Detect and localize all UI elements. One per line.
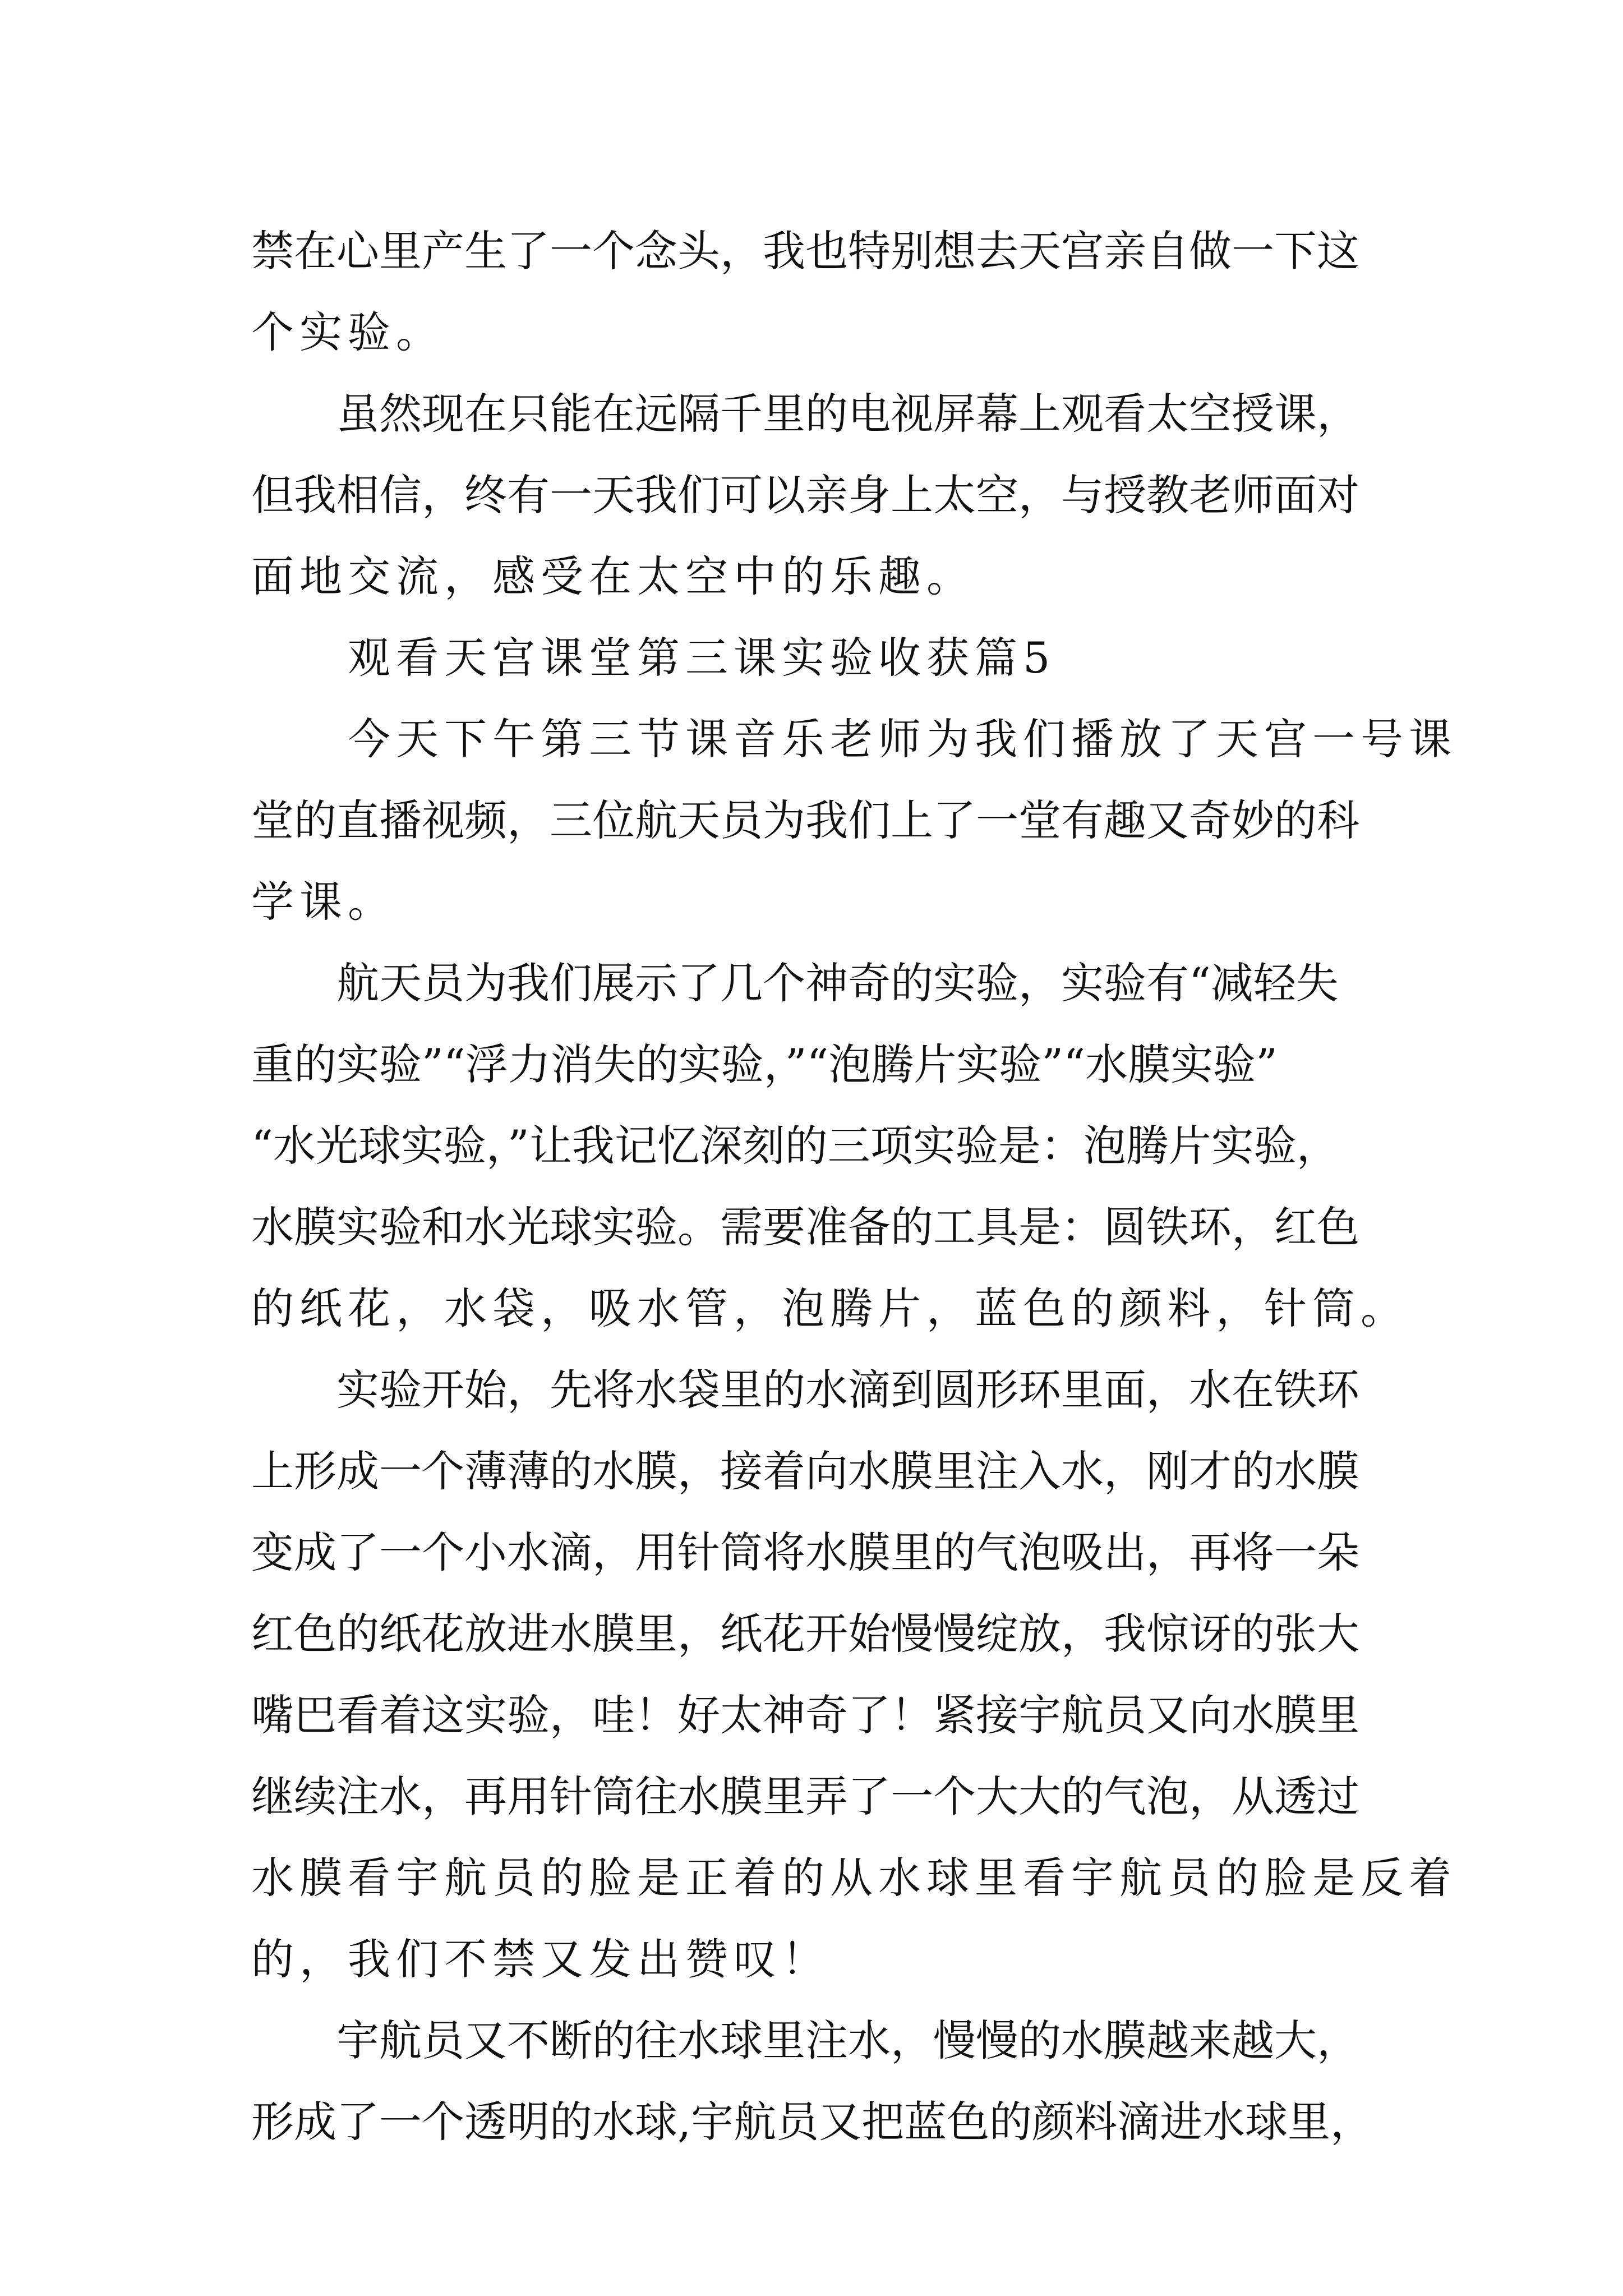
text-line: 的纸花，水袋，吸水管，泡腾片，蓝色的颜料，针筒。 bbox=[251, 1283, 1409, 1333]
text-line: 水膜看宇航员的脸是正着的从水球里看宇航员的脸是反着 bbox=[251, 1853, 1457, 1903]
text-line: 的，我们不禁又发出赞叹！ bbox=[251, 1934, 830, 1984]
text-line: 嘴巴看着这实验，哇！好太神奇了！紧接宇航员又向水膜里 bbox=[251, 1690, 1359, 1740]
text-line: 学课。 bbox=[251, 877, 396, 927]
text-line: 禁在心里产生了一个念头，我也特别想去天宫亲自做一下这 bbox=[251, 226, 1359, 276]
text-line: 上形成一个薄薄的水膜，接着向水膜里注入水，刚才的水膜 bbox=[251, 1446, 1359, 1496]
text-line: 宇航员又不断的往水球里注水，慢慢的水膜越来越大， bbox=[251, 2016, 1359, 2065]
text-line: “水光球实验，”让我记忆深刻的三项实验是：泡腾片实验， bbox=[251, 1121, 1339, 1171]
section-heading: 观看天宫课堂第三课实验收获篇5 bbox=[251, 633, 1056, 683]
text-line: 变成了一个小水滴，用针筒将水膜里的气泡吸出，再将一朵 bbox=[251, 1527, 1359, 1577]
text-line: 今天下午第三节课音乐老师为我们播放了天宫一号课 bbox=[251, 714, 1457, 764]
text-line: 继续注水，再用针筒往水膜里弄了一个大大的气泡，从透过 bbox=[251, 1772, 1359, 1821]
text-line: 航天员为我们展示了几个神奇的实验，实验有“减轻失 bbox=[251, 958, 1339, 1008]
text-line: 但我相信，终有一天我们可以亲身上太空，与授教老师面对 bbox=[251, 470, 1359, 520]
text-line: 堂的直播视频，三位航天员为我们上了一堂有趣又奇妙的科 bbox=[251, 795, 1359, 845]
text-line: 个实验。 bbox=[251, 307, 444, 357]
text-line: 形成了一个透明的水球,宇航员又把蓝色的颜料滴进水球里， bbox=[251, 2097, 1373, 2147]
text-line: 红色的纸花放进水膜里，纸花开始慢慢绽放，我惊讶的张大 bbox=[251, 1609, 1359, 1659]
text-line: 重的实验”“浮力消失的实验，”“泡腾片实验”“水膜实验” bbox=[251, 1039, 1278, 1089]
text-line: 面地交流，感受在太空中的乐趣。 bbox=[251, 551, 975, 601]
text-line: 虽然现在只能在远隔千里的电视屏幕上观看太空授课， bbox=[251, 389, 1359, 439]
text-line: 实验开始，先将水袋里的水滴到圆形环里面，水在铁环 bbox=[251, 1365, 1359, 1415]
text-line: 水膜实验和水光球实验。需要准备的工具是：圆铁环，红色 bbox=[251, 1202, 1359, 1252]
